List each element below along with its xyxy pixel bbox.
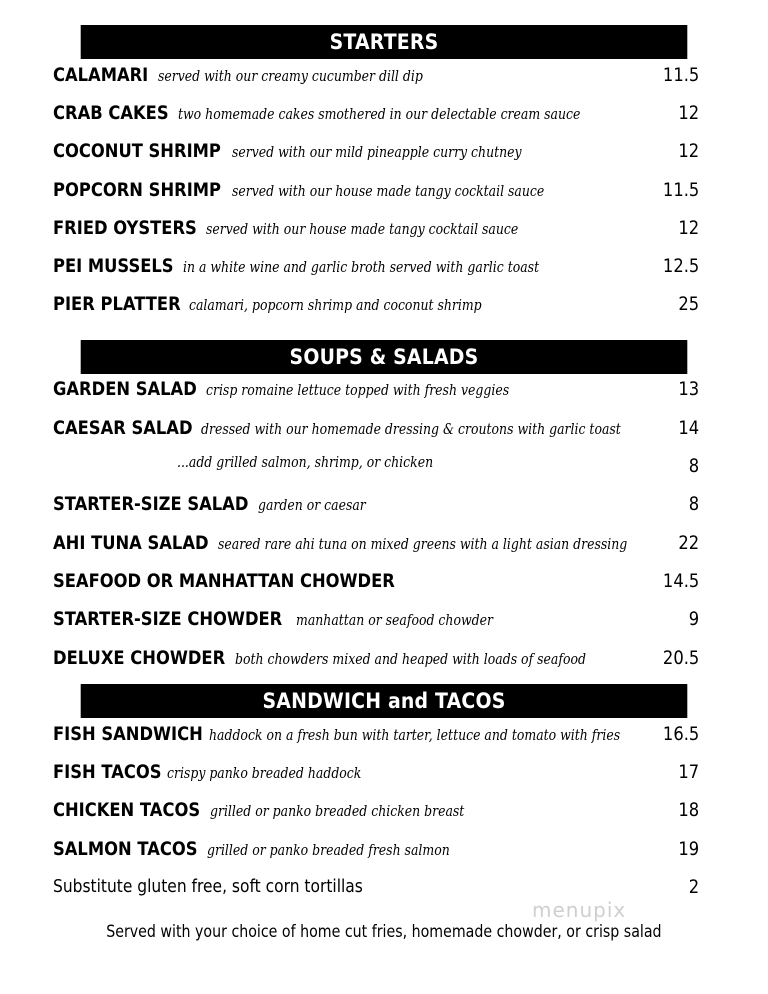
item-description: both chowders mixed and heaped with loads of seafood [235, 652, 587, 668]
footer-note [0, 922, 768, 941]
item-name: DELUXE CHOWDER [53, 647, 226, 669]
menu-item [53, 293, 711, 323]
menu-item [53, 378, 711, 408]
item-price: 20.5 [662, 647, 699, 669]
item-price: 8 [688, 493, 699, 515]
menu-item [53, 799, 711, 829]
menu-item [53, 761, 711, 791]
item-description: dressed with our homemade dressing & croutons with garlic toast [201, 422, 622, 438]
section-title: STARTERS [81, 25, 688, 59]
item-price: 14.5 [662, 570, 699, 592]
item-price: 12.5 [662, 255, 699, 277]
item-name: FRIED OYSTERS [53, 217, 197, 239]
menu-item [53, 570, 711, 600]
item-name: CRAB CAKES [53, 102, 169, 124]
section-title: SANDWICH and TACOS [81, 684, 688, 718]
item-name: FISH TACOS [53, 761, 162, 783]
item-price: 12 [678, 140, 699, 162]
item-name: SEAFOOD OR MANHATTAN CHOWDER [53, 570, 395, 592]
item-description: served with our house made tangy cocktail sauce [206, 222, 519, 238]
item-name: PEI MUSSELS [53, 255, 174, 277]
item-description: calamari, popcorn shrimp and coconut shrimp [189, 298, 483, 314]
item-description: manhattan or seafood chowder [295, 613, 493, 629]
section-header-starters [47, 25, 721, 59]
item-name: GARDEN SALAD [53, 378, 197, 400]
menu-item [53, 723, 711, 753]
menu-item [53, 179, 711, 209]
menu-item [53, 647, 711, 677]
item-name: CHICKEN TACOS [53, 799, 201, 821]
item-description: two homemade cakes smothered in our delectable cream sauce [178, 107, 581, 123]
item-description: crisp romaine lettuce topped with fresh veggies [206, 383, 510, 399]
footer-text: Served with your choice of home cut fries, homemade chowder, or crisp salad [106, 922, 662, 941]
item-price: 11.5 [662, 64, 699, 86]
item-description: served with our creamy cucumber dill dip [157, 69, 423, 85]
item-name: AHI TUNA SALAD [53, 532, 209, 554]
item-description: served with our house made tangy cocktail sauce [232, 184, 545, 200]
item-price: 9 [688, 608, 699, 630]
item-price: 22 [678, 532, 699, 554]
menu-item [53, 64, 711, 94]
menu-item [53, 255, 711, 285]
item-name: SALMON TACOS [53, 838, 198, 860]
item-description: served with our mild pineapple curry chutney [232, 145, 522, 161]
section-header-sandwich-tacos [47, 684, 721, 718]
item-price: 19 [678, 838, 699, 860]
item-price: 18 [678, 799, 699, 821]
item-name: STARTER-SIZE SALAD [53, 493, 249, 515]
item-name: POPCORN SHRIMP [53, 179, 222, 201]
item-description: grilled or panko breaded chicken breast [210, 804, 465, 820]
item-name: Substitute gluten free, soft corn tortillas [53, 876, 363, 897]
watermark-logo: menupix [532, 898, 627, 922]
menu-item [53, 532, 711, 562]
item-name: CAESAR SALAD [53, 417, 193, 439]
item-price: 11.5 [662, 179, 699, 201]
item-price: 14 [678, 417, 699, 439]
menu-item [53, 140, 711, 170]
item-description: grilled or panko breaded fresh salmon [207, 843, 450, 859]
menu-item-addon [53, 455, 711, 485]
item-name: COCONUT SHRIMP [53, 140, 221, 162]
item-name: FISH SANDWICH [53, 723, 203, 745]
section-title: SOUPS & SALADS [81, 340, 688, 374]
menu-item [53, 217, 711, 247]
item-price: 13 [678, 378, 699, 400]
item-description: crispy panko breaded haddock [167, 766, 362, 782]
menu-item [53, 608, 711, 638]
item-price: 2 [688, 876, 699, 898]
menu-item [53, 493, 711, 523]
section-header-soups-salads [47, 340, 721, 374]
item-name: PIER PLATTER [53, 293, 181, 315]
item-price: 17 [678, 761, 699, 783]
item-description: ...add grilled salmon, shrimp, or chicken [177, 455, 434, 471]
menu-item [53, 102, 711, 132]
item-price: 25 [678, 293, 699, 315]
item-price: 8 [688, 455, 699, 477]
item-description: garden or caesar [258, 498, 366, 514]
menu-item [53, 417, 711, 447]
item-name: CALAMARI [53, 64, 149, 86]
item-description: seared rare ahi tuna on mixed greens with a light asian dressing [217, 537, 628, 553]
item-price: 12 [678, 102, 699, 124]
item-description: haddock on a fresh bun with tarter, lettuce and tomato with fries [209, 728, 621, 744]
item-description: in a white wine and garlic broth served with garlic toast [183, 260, 540, 276]
item-price: 16.5 [662, 723, 699, 745]
menu-item [53, 838, 711, 868]
item-price: 12 [678, 217, 699, 239]
item-name: STARTER-SIZE CHOWDER [53, 608, 283, 630]
